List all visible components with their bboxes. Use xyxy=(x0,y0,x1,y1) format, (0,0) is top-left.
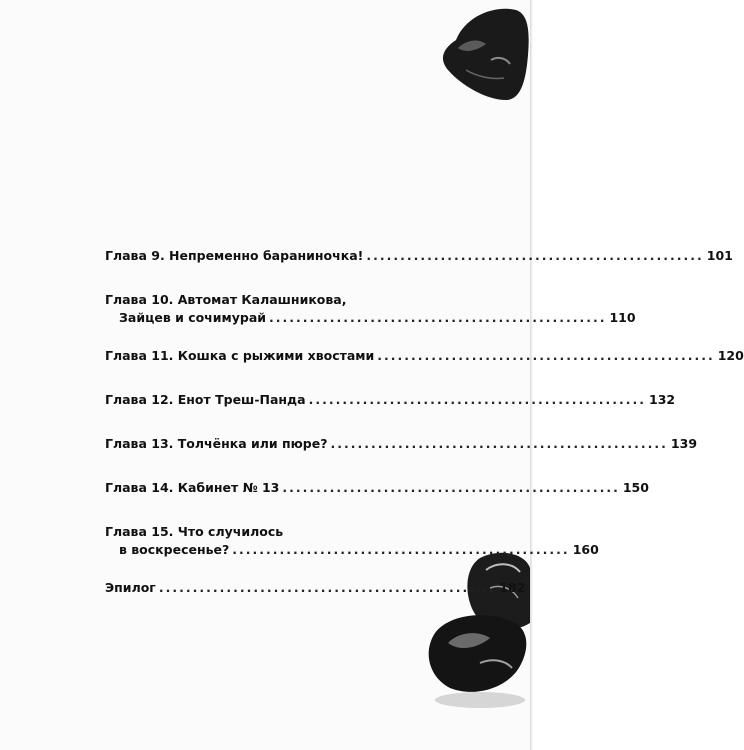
toc-entry-title: Глава 9. Непременно бараниночка! xyxy=(105,248,364,263)
toc-page-number: 132 xyxy=(649,392,676,407)
pebble-illustration-top xyxy=(436,0,530,105)
toc-entry-title: Глава 15. Что случилось xyxy=(105,524,284,539)
toc-entry[interactable] xyxy=(105,347,744,365)
toc-page-number: 182 xyxy=(499,580,526,595)
toc-entry-title-continuation: в воскресенье? xyxy=(119,542,230,557)
toc-page-number: 139 xyxy=(670,436,698,451)
dot-leader: .................................................. xyxy=(330,436,668,451)
dot-leader: .................................................. xyxy=(158,580,497,595)
toc-page-number: 101 xyxy=(706,248,733,263)
toc-entry-title: Глава 12. Енот Треш-Панда xyxy=(105,392,306,407)
toc-entry-title: Эпилог xyxy=(105,580,156,595)
toc-entry-title: Глава 10. Автомат Калашникова, xyxy=(105,292,347,307)
toc-entry[interactable] xyxy=(105,247,733,265)
page-edge xyxy=(530,0,533,750)
toc-entry-title-continuation: Зайцев и сочимурай xyxy=(119,310,267,325)
toc-entry[interactable] xyxy=(105,391,676,409)
toc-entry[interactable] xyxy=(105,479,649,497)
toc-entry[interactable] xyxy=(105,291,636,327)
table-of-contents xyxy=(105,247,744,595)
toc-page-number: 120 xyxy=(717,348,744,363)
dot-leader: .................................................. xyxy=(269,310,607,325)
toc-entry-title: Глава 13. Толчёнка или пюре? xyxy=(105,436,328,451)
dot-leader: .................................................. xyxy=(308,392,647,407)
toc-page-number: 110 xyxy=(609,310,636,325)
toc-entry[interactable] xyxy=(105,523,599,559)
dot-leader: .................................................. xyxy=(366,248,704,263)
toc-entry-title: Глава 14. Кабинет № 13 xyxy=(105,480,280,495)
toc-page-number: 150 xyxy=(622,480,649,495)
toc-entry-title: Глава 11. Кошка с рыжими хвостами xyxy=(105,348,375,363)
dot-leader: .................................................. xyxy=(232,542,570,557)
dot-leader: .................................................. xyxy=(377,348,715,363)
toc-entry[interactable] xyxy=(105,435,698,453)
dot-leader: .................................................. xyxy=(282,480,620,495)
pebble-illustration-bottom xyxy=(420,548,530,718)
toc-entry[interactable] xyxy=(105,579,526,597)
toc-page-number: 160 xyxy=(572,542,599,557)
